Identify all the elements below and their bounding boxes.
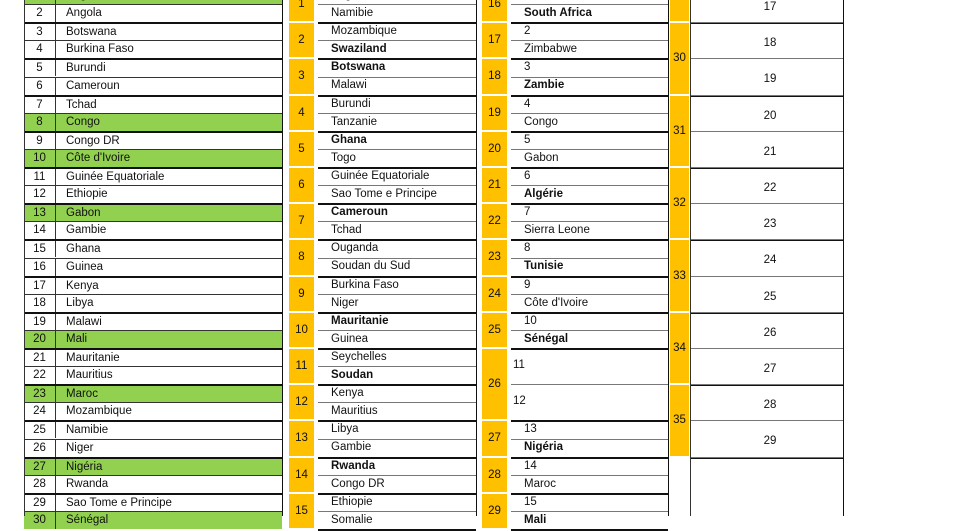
round3-divider <box>690 58 843 59</box>
round1-match-number: 11 <box>289 349 314 383</box>
country-number: 18 <box>24 295 56 312</box>
country-name: Congo DR <box>66 134 120 147</box>
country-row <box>24 348 282 366</box>
round2-team-b: Algérie <box>524 188 563 200</box>
round3-divider <box>690 420 843 421</box>
round3-source-match: 25 <box>763 290 777 303</box>
country-number: 27 <box>24 459 56 475</box>
country-name: Sao Tome e Principe <box>66 496 172 509</box>
round1-team-b: Mauritius <box>331 405 378 418</box>
country-number: 3 <box>24 24 56 40</box>
country-number: 21 <box>24 350 56 366</box>
round1-match-number: 5 <box>289 132 314 166</box>
country-list-border-right <box>282 0 283 516</box>
round1-team-b: Tchad <box>331 224 362 237</box>
country-number: 24 <box>24 403 56 420</box>
round1-divider <box>318 258 476 259</box>
country-name: Nigéria <box>66 460 103 473</box>
round2-match-number: 16 <box>482 0 507 21</box>
round2-separator <box>511 276 668 278</box>
round1-divider <box>318 330 476 331</box>
round1-divider <box>318 113 476 114</box>
country-row <box>24 239 282 257</box>
round3-divider <box>690 384 843 385</box>
round3-divider <box>690 95 843 96</box>
round2-team-b: Zimbabwe <box>524 43 578 56</box>
country-name: Ghana <box>66 243 101 256</box>
country-number: 14 <box>24 222 56 239</box>
round2-border-right <box>668 0 669 516</box>
round2-team-b: Maroc <box>524 477 556 490</box>
round2-divider <box>511 221 668 222</box>
round1-team-b: Togo <box>331 151 356 164</box>
round1-team-a: Libya <box>331 423 359 436</box>
country-name: Gabon <box>66 207 101 220</box>
round1-team-a: Burundi <box>331 97 371 110</box>
round3-match-number: 33 <box>670 240 689 310</box>
round1-team-b: Niger <box>331 296 359 309</box>
round3-source-match: 27 <box>763 363 777 376</box>
round2-team-a: 4 <box>524 97 531 110</box>
country-name: Burundi <box>66 62 106 75</box>
country-number: 9 <box>24 133 56 149</box>
round1-team-a: Burkina Faso <box>331 278 399 291</box>
round1-team-a: Rwanda <box>331 459 376 472</box>
round3-border-left <box>690 0 691 516</box>
country-row <box>24 203 282 221</box>
country-list-border-left <box>24 0 25 516</box>
round1-team-a: Ghana <box>331 133 367 146</box>
round1-team-b: Tanzanie <box>331 115 378 128</box>
round1-match-number: 6 <box>289 168 314 202</box>
round2-team-a: 13 <box>524 423 537 436</box>
round2-team-a: 11 <box>513 359 525 371</box>
round1-divider <box>318 149 476 150</box>
round1-team-a: Ethiopie <box>331 495 373 508</box>
round1-divider <box>318 185 476 186</box>
country-name: Mauritanie <box>66 352 120 364</box>
country-row <box>24 221 282 239</box>
country-row <box>24 457 282 475</box>
round2-divider <box>511 330 668 331</box>
country-name: Mozambique <box>66 405 132 418</box>
round2-team-b: 12 <box>513 395 526 407</box>
round2-separator <box>511 348 668 350</box>
round2-match-number: 23 <box>482 240 507 274</box>
round3-divider <box>690 348 843 349</box>
round2-match-number: 27 <box>482 421 507 455</box>
round3-match-number: 30 <box>670 23 689 93</box>
country-number: 4 <box>24 41 56 58</box>
round1-match-number: 2 <box>289 23 314 57</box>
round2-match-number: 26 <box>482 349 507 419</box>
country-row <box>24 439 282 457</box>
round1-team-b: Guinea <box>331 332 369 345</box>
country-name: Rwanda <box>66 477 109 490</box>
round1-border-right <box>476 0 477 516</box>
round3-source-match: 18 <box>763 37 777 50</box>
round2-separator <box>511 203 668 205</box>
round1-match-number: 4 <box>289 96 314 130</box>
country-row <box>24 402 282 420</box>
country-name: Tchad <box>66 98 97 111</box>
round1-team-b: Gambie <box>331 441 372 454</box>
round2-team-b: Sierra Leone <box>524 224 590 237</box>
country-row <box>24 294 282 312</box>
country-number: 26 <box>24 440 56 457</box>
country-number: 10 <box>24 150 56 167</box>
country-row <box>24 475 282 493</box>
round2-team-a: 8 <box>524 242 531 255</box>
round1-team-b: Swaziland <box>331 43 387 56</box>
country-row <box>24 312 282 330</box>
round2-match-number: 24 <box>482 277 507 311</box>
round1-match-number: 8 <box>289 240 314 274</box>
country-number: 30 <box>24 512 56 529</box>
round2-team-b: Mali <box>524 513 547 526</box>
round3-divider <box>690 312 843 313</box>
country-number: 2 <box>24 5 56 22</box>
country-row <box>24 384 282 402</box>
round1-team-b: Malawi <box>331 79 367 92</box>
round2-team-b: Zambie <box>524 79 565 92</box>
round2-separator <box>511 167 668 169</box>
round2-divider <box>511 475 668 476</box>
round1-match-number: 15 <box>289 494 314 528</box>
country-row <box>24 185 282 203</box>
country-row <box>24 511 282 529</box>
country-name: Guinea <box>66 260 104 273</box>
country-row <box>24 4 282 22</box>
round2-match-number: 17 <box>482 23 507 57</box>
round3-source-match: 24 <box>763 254 777 267</box>
country-name: Guinée Equatoriale <box>66 171 165 183</box>
country-name: Mali <box>66 332 88 345</box>
round1-team-b: Soudan <box>331 369 374 381</box>
round2-team-a: 6 <box>524 170 531 182</box>
round2-team-b: Congo <box>524 115 558 128</box>
country-row <box>24 22 282 40</box>
round2-match-number: 18 <box>482 59 507 93</box>
round2-match-number: 28 <box>482 458 507 492</box>
country-row <box>24 95 282 113</box>
round3-source-match: 17 <box>763 1 777 14</box>
country-name: Niger <box>66 441 94 454</box>
country-row <box>24 58 282 76</box>
round1-team-b: Somalie <box>331 513 373 526</box>
round3-source-match: 26 <box>763 326 777 339</box>
round2-match-number: 20 <box>482 132 507 166</box>
round1-match-number: 14 <box>289 458 314 492</box>
round3-source-match: 20 <box>763 109 777 122</box>
round2-separator <box>511 58 668 60</box>
country-number: 11 <box>24 169 56 185</box>
round3-divider <box>690 203 843 204</box>
round3-source-match: 22 <box>763 182 777 195</box>
round2-team-b: Gabon <box>524 151 559 164</box>
round1-team-a: Ouganda <box>331 242 379 255</box>
country-number: 15 <box>24 241 56 257</box>
round3-match-number: 31 <box>670 96 689 166</box>
country-name: Angola <box>66 7 102 20</box>
round2-divider <box>511 185 668 186</box>
round3-divider <box>690 457 843 458</box>
country-row <box>24 366 282 384</box>
round1-team-a: Mozambique <box>331 25 397 38</box>
round2-separator <box>511 22 668 24</box>
round2-divider <box>511 149 668 150</box>
round1-divider <box>318 511 476 512</box>
round1-team-b: Sao Tome e Principe <box>331 188 437 200</box>
round2-match-number: 21 <box>482 168 507 202</box>
round3-match-number: 32 <box>670 168 689 238</box>
round2-team-a: 9 <box>524 278 531 291</box>
round3-source-match: 19 <box>763 73 777 86</box>
country-name: Kenya <box>66 279 99 292</box>
country-number: 22 <box>24 367 56 384</box>
country-number: 29 <box>24 495 56 511</box>
country-name: Cameroun <box>66 79 120 92</box>
round2-team-a: 2 <box>524 25 531 38</box>
country-row <box>24 131 282 149</box>
country-name: Maroc <box>66 388 98 401</box>
country-row <box>24 149 282 167</box>
country-name: Mauritius <box>66 369 113 382</box>
country-number: 6 <box>24 78 56 95</box>
round1-divider <box>318 4 476 5</box>
country-row <box>24 77 282 95</box>
round2-team-b: Sénégal <box>524 332 569 345</box>
round2-match-number: 25 <box>482 313 507 347</box>
country-row <box>24 258 282 276</box>
country-row <box>24 420 282 438</box>
round2-team-b: South Africa <box>524 7 592 19</box>
round3-divider <box>690 167 843 168</box>
round1-match-number: 13 <box>289 421 314 455</box>
round1-team-b: Congo DR <box>331 477 385 490</box>
country-name: Ethiopie <box>66 188 108 201</box>
round3-source-match: 29 <box>763 435 777 448</box>
round2-team-b: Nigéria <box>524 441 563 454</box>
round3-border-right <box>843 0 844 516</box>
round1-match-number: 10 <box>289 313 314 347</box>
round3-source-match: 28 <box>763 399 777 412</box>
country-number: 19 <box>24 314 56 330</box>
round2-divider <box>511 384 668 385</box>
country-name: Burkina Faso <box>66 43 134 56</box>
country-number: 16 <box>24 259 56 276</box>
round2-separator <box>511 131 668 133</box>
country-name: Botswana <box>66 26 117 39</box>
round1-team-a: Mauritanie <box>331 314 389 327</box>
round3-match-number: 35 <box>670 385 689 455</box>
round1-team-a: Guinée Equatoriale <box>331 170 430 182</box>
round1-team-b: Namibie <box>331 7 374 19</box>
round2-match-number: 19 <box>482 96 507 130</box>
round2-team-a: 15 <box>524 495 537 508</box>
country-number: 8 <box>24 114 56 131</box>
country-number: 7 <box>24 97 56 113</box>
round2-team-a: 10 <box>524 314 537 327</box>
round3-divider <box>690 276 843 277</box>
country-row <box>24 40 282 58</box>
round1-team-a <box>331 0 367 3</box>
country-row <box>24 493 282 511</box>
round1-team-b: Soudan du Sud <box>331 260 411 273</box>
round1-divider <box>318 77 476 78</box>
country-number: 28 <box>24 476 56 493</box>
round2-divider <box>511 258 668 259</box>
round2-team-b: Côte d'Ivoire <box>524 296 589 309</box>
round2-divider <box>511 511 668 512</box>
round1-match-number: 3 <box>289 59 314 93</box>
round2-divider <box>511 4 668 5</box>
round2-divider <box>511 77 668 78</box>
round1-team-a: Botswana <box>331 61 386 74</box>
country-number: 17 <box>24 278 56 294</box>
round2-divider <box>511 113 668 114</box>
round3-match-number <box>670 0 689 21</box>
country-name: Libya <box>66 296 94 309</box>
country-name: Côte d'Ivoire <box>66 151 131 164</box>
round2-divider <box>511 40 668 41</box>
round1-divider <box>318 402 476 403</box>
round1-team-a: Kenya <box>331 387 364 400</box>
round1-match-number: 9 <box>289 277 314 311</box>
round1-divider <box>318 439 476 440</box>
country-number: 20 <box>24 331 56 348</box>
country-number: 5 <box>24 60 56 76</box>
round2-divider <box>511 294 668 295</box>
round2-team-a: 3 <box>524 61 531 74</box>
round1-team-a: Cameroun <box>331 206 388 219</box>
country-name: Sénégal <box>66 513 109 526</box>
country-number: 13 <box>24 205 56 221</box>
round2-separator <box>511 95 668 97</box>
round1-match-number: 12 <box>289 385 314 419</box>
round1-match-number: 7 <box>289 204 314 238</box>
round2-team-a: 5 <box>524 133 531 146</box>
round1-divider <box>318 475 476 476</box>
country-number: 12 <box>24 186 56 203</box>
country-row <box>24 113 282 131</box>
round2-separator <box>511 239 668 241</box>
country-name: Malawi <box>66 315 102 328</box>
round2-match-number: 22 <box>482 204 507 238</box>
round3-source-match: 21 <box>763 145 777 158</box>
country-number: 23 <box>24 386 56 402</box>
round1-match-number: 1 <box>289 0 314 21</box>
country-name: Congo <box>66 115 100 128</box>
round3-source-match: 23 <box>763 218 777 231</box>
round2-team-a: 14 <box>524 459 537 472</box>
country-row <box>24 167 282 185</box>
round2-match-number: 29 <box>482 494 507 528</box>
round1-team-a: Seychelles <box>331 351 387 363</box>
round1-divider <box>318 294 476 295</box>
round1-divider <box>318 221 476 222</box>
round2-divider <box>511 439 668 440</box>
round2-team-b: Tunisie <box>524 260 564 273</box>
round1-divider <box>318 40 476 41</box>
country-name: Gambie <box>66 224 107 237</box>
round3-match-number: 34 <box>670 313 689 383</box>
round2-team-a <box>524 0 530 3</box>
round3-divider <box>690 131 843 132</box>
country-row <box>24 330 282 348</box>
round3-divider <box>690 22 843 23</box>
country-name: Namibie <box>66 424 109 437</box>
round1-divider <box>318 366 476 367</box>
country-number: 25 <box>24 422 56 438</box>
round2-team-a: 7 <box>524 206 531 219</box>
country-row <box>24 276 282 294</box>
round3-divider <box>690 239 843 240</box>
